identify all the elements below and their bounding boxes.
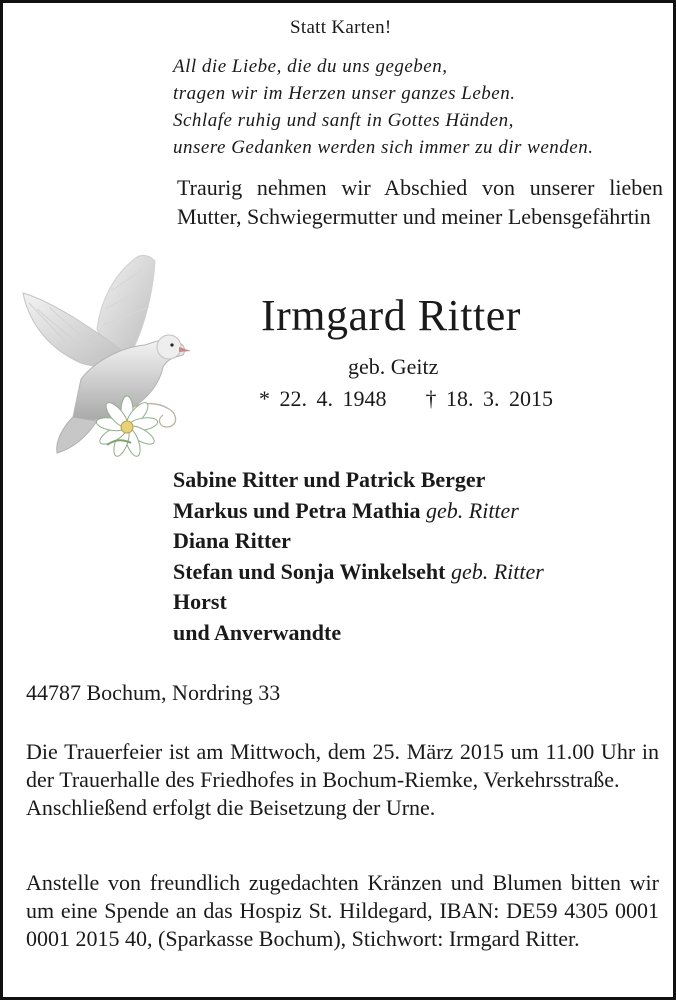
farewell-intro: Traurig nehmen wir Abschied von unserer lieben Mutter, Schwiegermutter und meiner Lebensgefährtin [177,175,663,229]
funeral-details: Die Trauerfeier ist am Mittwoch, dem 25. März 2015 um 11.00 Uhr in der Trauerhalle des Friedhofes in Bochum-Riemke, Verkehrsstraße. [26,739,659,792]
family-note: geb. Ritter [426,497,519,523]
funeral-info [26,738,659,821]
poem-line: unsere Gedanken werden sich immer zu dir wenden. [173,137,594,158]
family-row [173,618,544,649]
birth-name: geb. Geitz [348,354,439,379]
family-row [173,465,544,496]
family-row [173,496,544,527]
family-row [173,526,544,557]
family-name: Markus und Petra Mathia [173,497,421,523]
deceased-name: Irmgard Ritter [261,291,521,340]
family-note: geb. Ritter [450,558,544,584]
family-name: Stefan und Sonja Winkelseht [173,558,446,584]
family-row [173,557,544,588]
family-row [173,587,544,618]
poem-line: tragen wir im Herzen unser ganzes Leben. [173,83,516,104]
family-name: und Anverwandte [173,619,342,645]
death-date: † 18. 3. 2015 [425,386,553,411]
burial-details: Anschließend erfolgt die Beisetzung der Urne. [26,794,436,820]
family-name: Diana Ritter [173,528,291,553]
poem-line: Schlafe ruhig und sanft in Gottes Händen, [173,110,514,131]
notice-header: Statt Karten! [290,17,392,38]
donation-request: Anstelle von freundlich zugedachten Kränzen und Blumen bitten wir um eine Spende an das Hospiz St. Hildegard, IBAN: DE59 4305 0001 0001 2015 40, (Sparkasse Bochum), Stichwort: Irmgard Ritter. [26,870,659,951]
poem-line: All die Liebe, die du uns gegeben, [173,56,448,77]
dove-with-flower-icon [19,251,194,461]
family-list [173,465,544,648]
poem [173,53,593,161]
birth-date: * 22. 4. 1948 [259,386,387,411]
family-name: Sabine Ritter und Patrick Berger [173,467,486,492]
family-name: Horst [173,589,227,614]
life-dates [259,386,553,412]
family-address: 44787 Bochum, Nordring 33 [26,680,281,705]
